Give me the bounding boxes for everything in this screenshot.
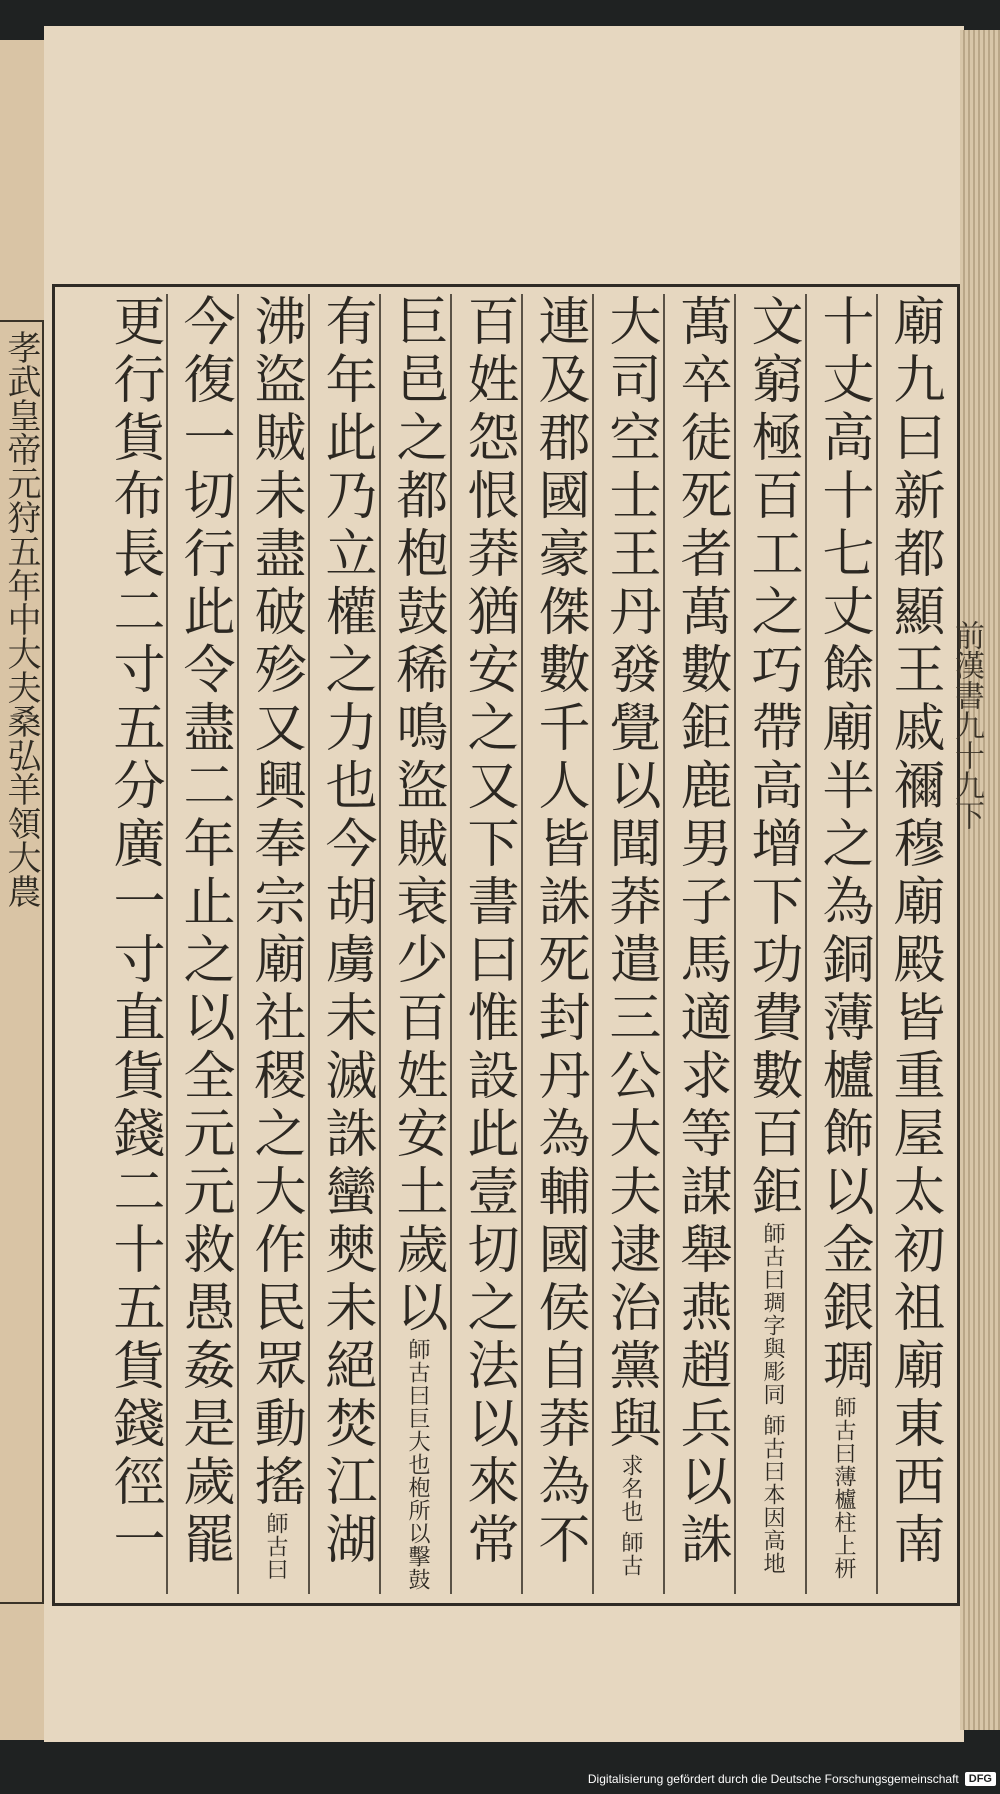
digitization-credit — [588, 1768, 996, 1790]
text-column-5: 大司空士王丹發覺以聞莽遣三公大夫逮治黨與求名也 師古 — [600, 294, 660, 1577]
text-column-4: 萬卒徒死者萬數鉅鹿男子馬適求等謀舉燕趙兵以誅 — [671, 294, 731, 1570]
text-column-2: 十丈高十七丈餘廟半之為銅薄櫨飾以金銀琱師古曰薄櫨柱上枅 — [813, 294, 873, 1580]
text-column-6: 連及郡國豪傑數千人皆誅死封丹為輔國侯自莽為不 — [529, 294, 589, 1570]
text-column-11: 今復一切行此令盡二年止之以全元元救愚姦是歲罷 — [174, 294, 234, 1570]
text-column-7: 百姓怨恨莽猶安之又下書曰惟設此壹切之法以來常 — [458, 294, 518, 1570]
text-block — [100, 294, 950, 1594]
text-column-1: 廟九曰新都顯王戚禰穆廟殿皆重屋太初祖廟東西南 — [884, 294, 944, 1570]
text-column-8: 巨邑之都枹鼓稀鳴盜賊衰少百姓安土歲以師古曰巨大也枹所以擊鼓 — [387, 294, 447, 1591]
text-column-3: 文窮極百工之巧帶高增下功費數百鉅師古曰琱字與彫同 師古曰本因高地 — [742, 294, 802, 1575]
text-column-12: 更行貨布長二寸五分廣一寸直貨錢二十五貨錢徑一 — [104, 294, 164, 1570]
text-column-9: 有年此乃立權之力也今胡虜未滅誅蠻僰未絕焚江湖 — [316, 294, 376, 1570]
dfg-logo: DFG — [965, 1772, 996, 1786]
margin-title: 前漢書九十九下 — [949, 620, 984, 830]
text-column-10: 沸盜賊未盡破殄又興奉宗廟社稷之大作民眾動搖師古曰 — [245, 294, 305, 1581]
credit-text: Digitalisierung gefördert durch die Deutsche Forschungsgemeinschaft — [587, 1772, 959, 1786]
page-stack-edge — [949, 30, 1000, 1730]
left-page-text: 孝武皇帝元狩五年中大夫桑弘羊領大農 — [1, 330, 41, 908]
